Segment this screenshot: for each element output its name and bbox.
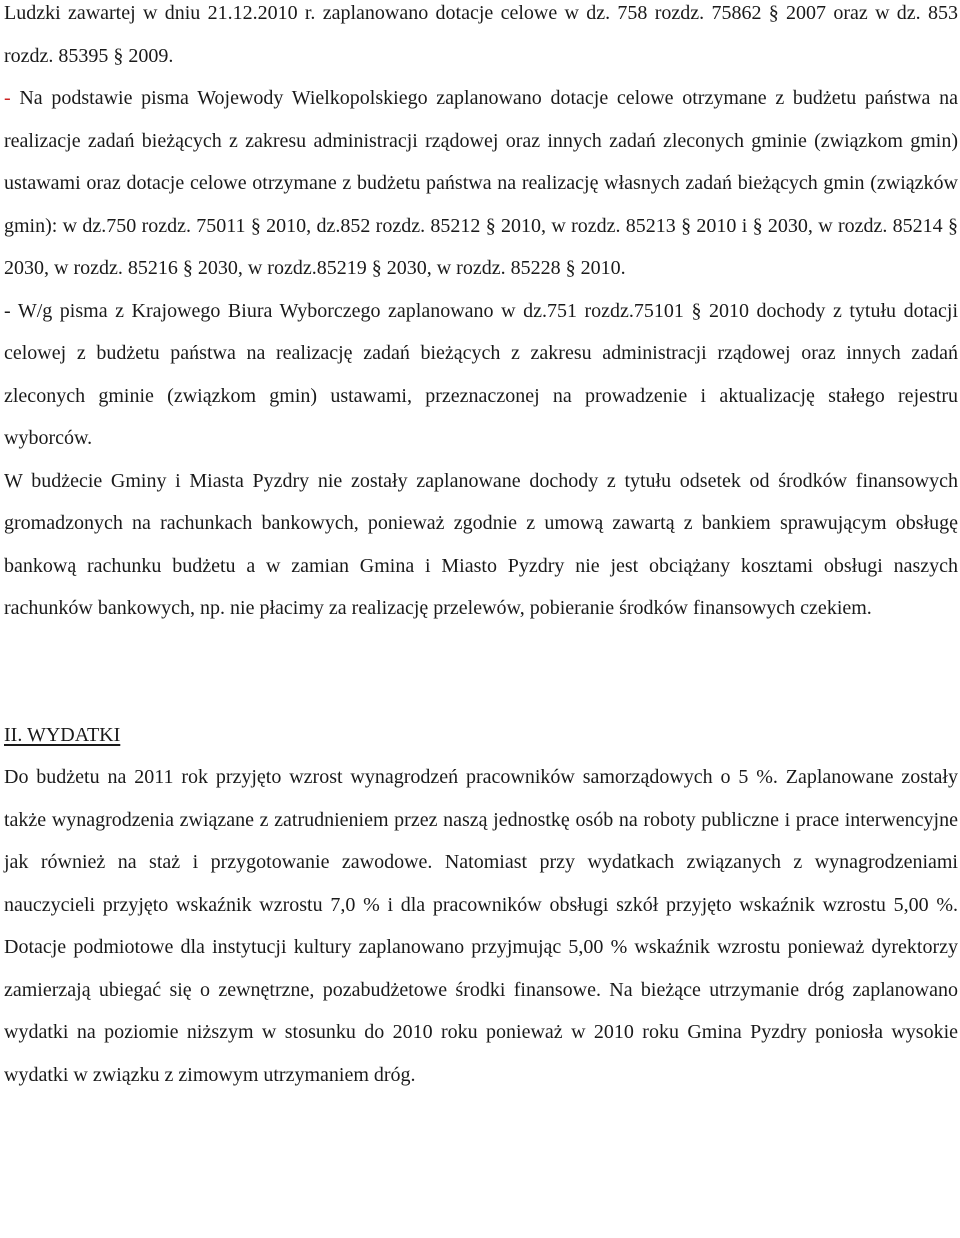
section-heading-wydatki: II. WYDATKI xyxy=(4,723,121,746)
paragraph-odsetki: W budżecie Gminy i Miasta Pyzdry nie zostały zaplanowane dochody z tytułu odsetek od środków finansowych gromadzonych na rachunkach bankowych, ponieważ zgodnie z umową zawartą z bankiem sprawującym obsługę bankową rachunku budżetu a w zamian Gmina i Miasto Pyzdry nie jest obciążany kosztami obsługi naszych rachunków bankowych, np. nie płacimy za realizację przelewów, pobieranie środków finansowych czekiem. xyxy=(4,469,958,619)
paragraph-dotacje-celowe-umowa: Ludzki zawartej w dniu 21.12.2010 r. zaplanowano dotacje celowe w dz. 758 rozdz. 75862 § 2007 oraz w dz. 853 rozdz. 85395 § 2009. xyxy=(4,2,958,67)
document-page xyxy=(4,0,958,1096)
list-dash: - xyxy=(4,87,11,109)
paragraph-pismo-wojewody xyxy=(4,77,958,290)
paragraph-wynagrodzenia: Do budżetu na 2011 rok przyjęto wzrost wynagrodzeń pracowników samorządowych o 5 %. Zaplanowane zostały także wynagrodzenia związane z zatrudnieniem przez naszą jednostkę osób na roboty publiczne i prace interwencyjne jak również na staż i przygotowanie zawodowe. Natomiast przy wydatkach związanych z wynagrodzeniami nauczycieli przyjęto wskaźnik wzrostu 7,0 % i dla pracowników obsługi szkół przyjęto wskaźnik wzrostu 5,00 %. Dotacje podmiotowe dla instytucji kultury zaplanowano przyjmując 5,00 % wskaźnik wzrostu ponieważ dyrektorzy zamierzają ubiegać się o zewnętrzne, pozabudżetowe środki finansowe. Na bieżące utrzymanie dróg zaplanowano wydatki na poziomie niższym w stosunku do 2010 roku ponieważ w 2010 roku Gmina Pyzdry poniosła wysokie wydatki w związku z zimowym utrzymaniem dróg. xyxy=(4,766,958,1086)
paragraph-pismo-wojewody-text: Na podstawie pisma Wojewody Wielkopolskiego zaplanowano dotacje celowe otrzymane z budżetu państwa na realizacje zadań bieżących z zakresu administracji rządowej oraz innych zadań zleconych gminie (związkom gmin) ustawami oraz dotacje celowe otrzymane z budżetu państwa na realizację własnych zadań bieżących gmin (związków gmin): w dz.750 rozdz. 75011 § 2010, dz.852 rozdz. 85212 § 2010, w rozdz. 85213 § 2010 i § 2030, w rozdz. 85214 § 2030, w rozdz. 85216 § 2030, w rozdz.85219 § 2030, w rozdz. 85228 § 2010. xyxy=(4,87,958,279)
paragraph-biuro-wyborcze: - W/g pisma z Krajowego Biura Wyborczego zaplanowano w dz.751 rozdz.75101 § 2010 dochody z tytułu dotacji celowej z budżetu państwa na realizację zadań bieżących z zakresu administracji rządowej oraz innych zadań zleconych gminie (związkom gmin) ustawami, przeznaczonej na prowadzenie i aktualizację stałego rejestru wyborców. xyxy=(4,299,958,449)
section-spacer xyxy=(4,630,958,714)
